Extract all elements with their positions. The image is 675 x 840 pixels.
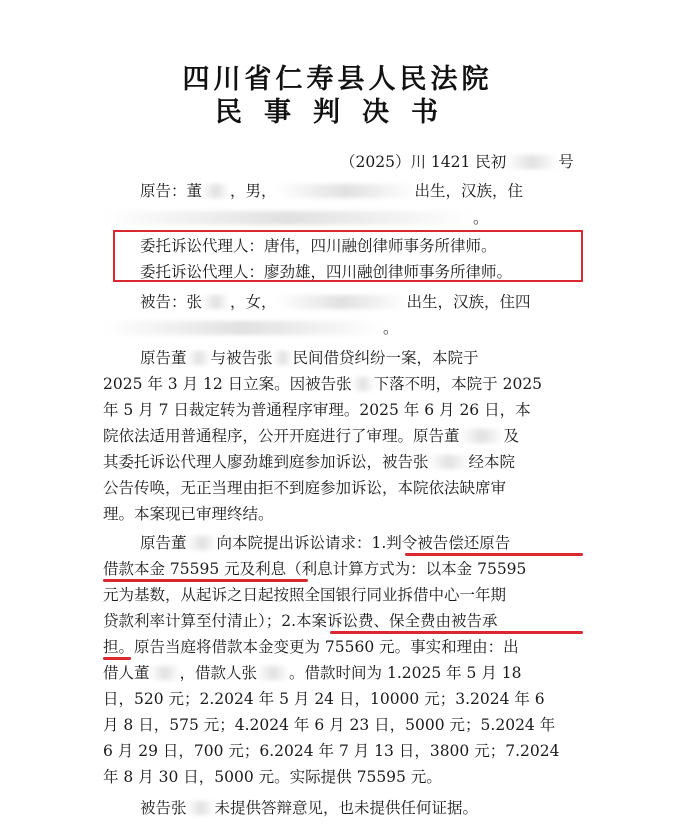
text: 未提供答辩意见，也未提供任何证据。 xyxy=(214,799,479,817)
para2-line7: 日，520 元；2.2024 年 5 月 24 日，10000 元；3.2024 年 6 xyxy=(103,690,545,708)
para1-line1 xyxy=(140,348,620,368)
para1-line4 xyxy=(103,426,583,446)
defendant-line-2 xyxy=(103,318,583,338)
plaintiff-born: 出生，汉族，住 xyxy=(414,182,524,200)
text: 被告张 xyxy=(140,799,187,817)
plaintiff-line-2 xyxy=(103,208,583,228)
defendant-end: 。 xyxy=(383,319,399,337)
defendant-line-1 xyxy=(140,292,620,312)
para2-line5: 担。原告当庭将借款本金变更为 75560 元。事实和理由：出 xyxy=(103,638,519,656)
redacted xyxy=(273,351,293,365)
document-type-title: 民事判决书 xyxy=(215,97,460,128)
para2-line2: 借款本金 75595 元及利息（利息计算方式为：以本金 75595 xyxy=(103,560,527,578)
redacted xyxy=(460,429,504,443)
redacted xyxy=(277,295,407,309)
redacted xyxy=(429,455,469,469)
redacted xyxy=(257,666,289,680)
plaintiff-line-1 xyxy=(140,181,620,201)
redacted xyxy=(103,321,383,335)
para2-line9: 6 月 29 日，700 元；6.2024 年 7 月 13 日，3800 元；7.2024 xyxy=(103,742,560,760)
redacted xyxy=(103,211,473,225)
redacted xyxy=(187,536,217,550)
redacted xyxy=(277,184,415,198)
red-underline xyxy=(103,657,131,660)
defendant-gender: ，女， xyxy=(230,293,277,311)
case-number xyxy=(340,152,675,172)
redacted xyxy=(506,155,558,169)
text: 院依法适用普通程序，公开开庭进行了审理。原告董 xyxy=(103,427,460,445)
redacted xyxy=(150,666,180,680)
defendant-label: 被告：张 xyxy=(140,293,203,311)
text: 原告董 xyxy=(140,349,187,367)
red-underline xyxy=(405,553,583,556)
para2-line4: 贷款利率计算至付清止）；2.本案诉讼费、保全费由被告承 xyxy=(103,612,498,630)
text: 向本院提出诉讼请求：1.判令被告偿还原告 xyxy=(216,534,511,552)
para2-line1 xyxy=(140,533,620,553)
agent-line-1: 委托诉讼代理人：唐伟，四川融创律师事务所律师。 xyxy=(140,237,497,255)
redacted xyxy=(202,295,230,309)
text: 下落不明，本院于 2025 xyxy=(373,375,543,393)
plaintiff-gender: ，男， xyxy=(230,182,277,200)
text: 民间借贷纠纷一案，本院于 xyxy=(292,349,479,367)
court-title: 四川省仁寿县人民法院 xyxy=(182,64,493,95)
defendant-born: 出生，汉族，住四 xyxy=(406,293,531,311)
red-underline xyxy=(330,631,583,634)
text: 及 xyxy=(503,427,520,445)
text: 原告董 xyxy=(140,534,187,552)
redacted xyxy=(187,801,215,815)
redacted xyxy=(202,184,230,198)
plaintiff-end: 。 xyxy=(473,209,489,227)
para1-line6: 公告传唤，无正当理由拒不到庭参加诉讼，本院依法缺席审 xyxy=(103,479,507,497)
para1-line5 xyxy=(103,452,583,472)
text: 2025 年 3 月 12 日立案。因被告张 xyxy=(103,375,352,393)
para2-line8: 月 8 日，575 元；4.2024 年 6 月 23 日，5000 元；5.2024 年 xyxy=(103,716,556,734)
para2-line3: 元为基数，从起诉之日起按照全国银行同业拆借中心一年期 xyxy=(103,586,507,604)
text: ，借款人张 xyxy=(179,664,258,682)
para1-line2 xyxy=(103,374,583,394)
para1-line7: 理。本案现已审理终结。 xyxy=(103,505,274,523)
plaintiff-label: 原告：董 xyxy=(140,182,203,200)
text: 。借款时间为 1.2025 年 5 月 18 xyxy=(289,664,522,682)
redacted xyxy=(352,377,374,391)
text: 其委托诉讼代理人廖劲雄到庭参加诉讼，被告张 xyxy=(103,453,429,471)
case-number-prefix: （2025）川 1421 民初 xyxy=(340,153,507,171)
agent-line-2: 委托诉讼代理人：廖劲雄，四川融创律师事务所律师。 xyxy=(140,263,513,281)
case-number-suffix: 号 xyxy=(558,153,574,171)
para2-line6 xyxy=(103,663,583,683)
para1-line3: 年 5 月 7 日裁定转为普通程序审理。2025 年 6 月 26 日，本 xyxy=(103,401,531,419)
redacted xyxy=(187,351,211,365)
text: 与被告张 xyxy=(210,349,273,367)
para2-line10: 年 8 月 30 日，5000 元。实际提供 75595 元。 xyxy=(103,768,442,786)
text: 借人董 xyxy=(103,664,150,682)
para3-line1 xyxy=(140,798,620,818)
red-underline xyxy=(103,579,308,582)
text: 经本院 xyxy=(468,453,516,471)
